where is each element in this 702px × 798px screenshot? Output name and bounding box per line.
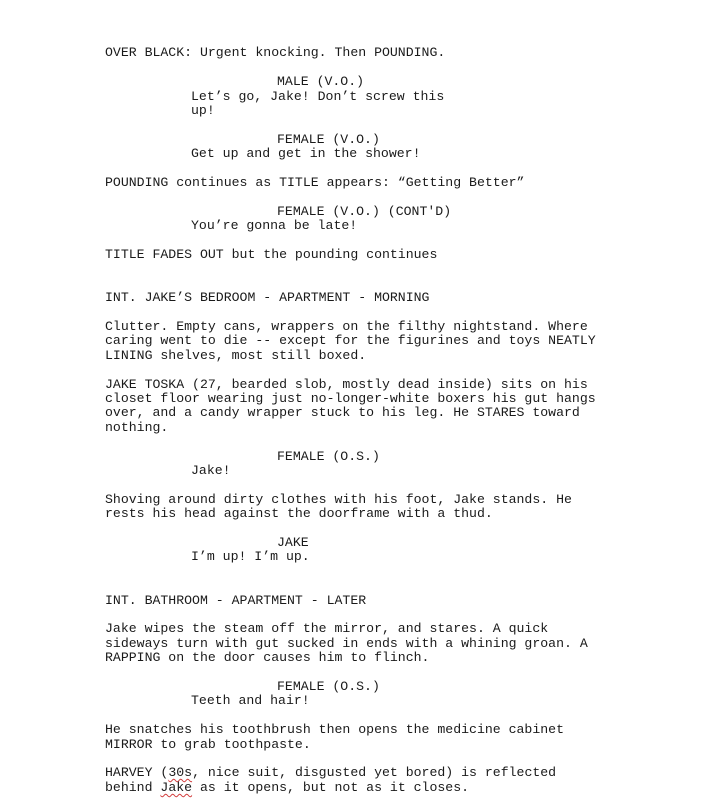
action-pounding-title: POUNDING continues as TITLE appears: “Getting Better” — [105, 175, 525, 190]
spellcheck-flagged-word[interactable]: 30s — [168, 765, 193, 780]
text-run: behind — [105, 780, 161, 795]
text-run: as it opens, but not as it closes. — [192, 780, 470, 795]
character-female-os: FEMALE (O.S.) — [277, 679, 380, 694]
action-line: JAKE TOSKA (27, bearded slob, mostly dead inside) sits on his — [105, 377, 588, 392]
scene-heading-bathroom: INT. BATHROOM - APARTMENT - LATER — [105, 593, 367, 608]
scene-heading-bedroom: INT. JAKE’S BEDROOM - APARTMENT - MORNING — [105, 290, 430, 305]
character-jake: JAKE — [277, 535, 309, 550]
dialogue-line: I’m up! I’m up. — [191, 549, 310, 564]
action-line: Jake wipes the steam off the mirror, and stares. A quick — [105, 621, 549, 636]
character-female-os: FEMALE (O.S.) — [277, 449, 380, 464]
action-line: caring went to die -- except for the figurines and toys NEATLY — [105, 333, 596, 348]
text-run: HARVEY ( — [105, 765, 169, 780]
dialogue-line: Teeth and hair! — [191, 693, 310, 708]
text-run: , nice suit, disgusted yet bored) is reflected — [192, 765, 557, 780]
action-line: sideways turn with gut sucked in ends with a whining groan. A — [105, 636, 588, 651]
action-line-harvey — [105, 766, 556, 780]
action-line: Clutter. Empty cans, wrappers on the filthy nightstand. Where — [105, 319, 588, 334]
dialogue-line: Let’s go, Jake! Don’t screw this — [191, 89, 445, 104]
dialogue-line: Jake! — [191, 463, 231, 478]
character-male-vo: MALE (V.O.) — [277, 74, 365, 89]
action-line: Shoving around dirty clothes with his foot, Jake stands. He — [105, 492, 572, 507]
action-line: RAPPING on the door causes him to flinch. — [105, 650, 430, 665]
action-line: He snatches his toothbrush then opens the medicine cabinet — [105, 722, 564, 737]
action-line: closet floor wearing just no-longer-white boxers his gut hangs — [105, 391, 596, 406]
character-female-vo-contd: FEMALE (V.O.) (CONT'D) — [277, 204, 452, 219]
dialogue-line: up! — [191, 103, 215, 118]
action-line: LINING shelves, most still boxed. — [105, 348, 367, 363]
action-line: nothing. — [105, 420, 169, 435]
action-line: over, and a candy wrapper stuck to his leg. He STARES toward — [105, 405, 580, 420]
action-over-black: OVER BLACK: Urgent knocking. Then POUNDING. — [105, 45, 446, 60]
dialogue-line: You’re gonna be late! — [191, 218, 358, 233]
action-line: MIRROR to grab toothpaste. — [105, 737, 311, 752]
action-title-fades: TITLE FADES OUT but the pounding continues — [105, 247, 438, 262]
action-line: rests his head against the doorframe with a thud. — [105, 506, 493, 521]
action-line-harvey — [105, 781, 469, 795]
character-female-vo: FEMALE (V.O.) — [277, 132, 380, 147]
dialogue-line: Get up and get in the shower! — [191, 146, 421, 161]
spellcheck-flagged-word[interactable]: Jake — [160, 780, 193, 795]
